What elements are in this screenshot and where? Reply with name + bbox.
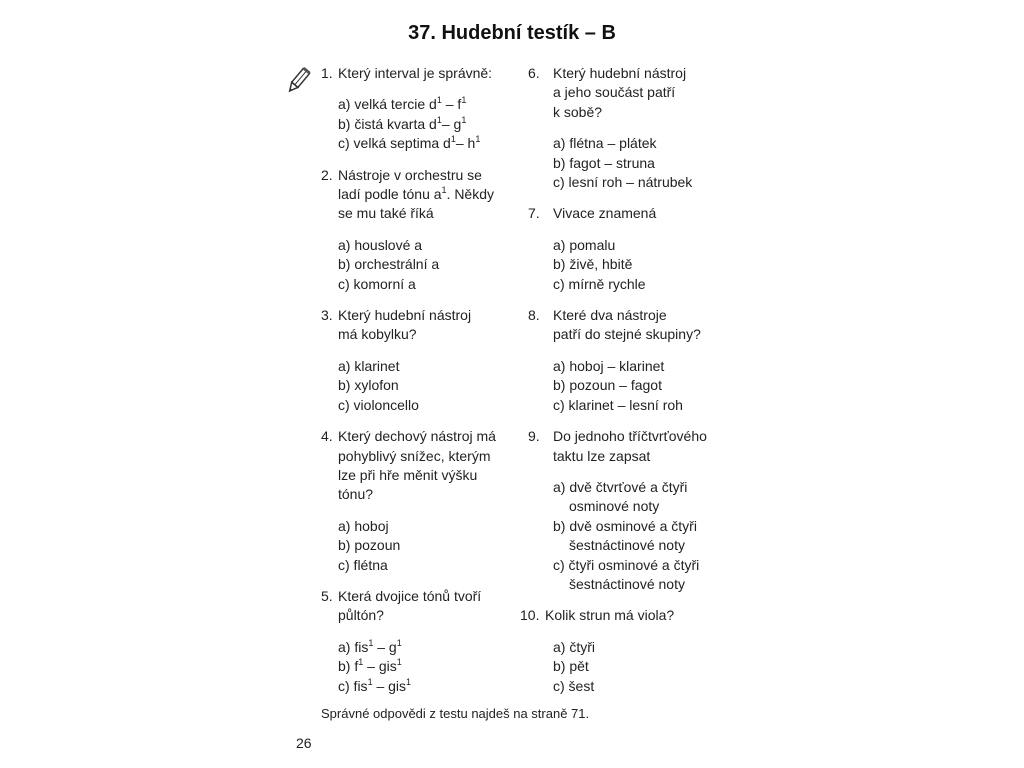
option-3b: b) xylofon <box>338 377 399 394</box>
right-column <box>520 64 748 696</box>
answers-note: Správné odpovědi z testu najdeš na straně 71. <box>321 706 590 721</box>
option-9c: c) čtyři osminové a čtyři <box>553 556 700 573</box>
page-number: 26 <box>296 735 312 751</box>
option-2a: a) houslové a <box>338 236 423 253</box>
option-9b: b) dvě osminové a čtyři <box>553 517 697 534</box>
option-10a: a) čtyři <box>553 638 595 655</box>
question-3: 3. Který hudební nástroj má kobylku? a) klarinet b) xylofon c) violoncello <box>321 306 531 415</box>
question-2: 2. Nástroje v orchestru se ladí podle tónu $a^1$. Někdy se mu také říká a) houslové a b) orchestrální a c) komorní a <box>321 166 531 294</box>
option-3c: c) violoncello <box>338 396 419 413</box>
option-4c: c) flétna <box>338 556 388 573</box>
option-8b: b) pozoun – fagot <box>553 377 662 394</box>
page-title: 37. Hudební testík – B <box>408 22 616 44</box>
option-5a: a) $fis^1 - g^1$ <box>338 637 402 655</box>
question-6: 6. Který hudební nástroj a jeho součást patří k sobě? a) flétna – plátek b) fagot – struna c) lesní roh – nátrubek <box>528 64 748 192</box>
option-1a: a) velká tercie $d^1 - f^1$ <box>338 95 467 113</box>
option-6c: c) lesní roh – nátrubek <box>553 174 693 191</box>
option-9a: a) dvě čtvrťové a čtyři <box>553 478 688 495</box>
option-7a: a) pomalu <box>553 236 616 253</box>
option-7c: c) mírně rychle <box>553 275 646 292</box>
option-5c: c) fis$^1$ – gis$^1$ <box>338 676 412 694</box>
option-1c: c) velká septima $d^1-$ $h^1$ <box>338 134 481 152</box>
option-4a: a) hoboj <box>338 517 389 534</box>
question-5: 5. Která dvojice tónů tvoří půltón? a) $fis^1 - g^1$ b) $f^1 - gis^1$ c) fis$^1$ – gis$^1$ <box>321 587 531 696</box>
question-9: 9. Do jednoho tříčtvrťového taktu lze zapsat a) dvě čtvrťové a čtyři osminové noty b) dvě osminové a čtyři šestnáctinové noty c) čtyři osminové a čtyři šestnáctinové noty <box>528 427 748 594</box>
question-7: 7. Vivace znamená a) pomalu b) živě, hbitě c) mírně rychle <box>528 204 748 294</box>
question-8: 8. Které dva nástroje patří do stejné skupiny? a) hoboj – klarinet b) pozoun – fagot c) klarinet – lesní roh <box>528 306 748 415</box>
left-column <box>321 64 531 696</box>
question-4: 4. Který dechový nástroj má pohyblivý snížec, kterým lze při hře měnit výšku tónu? a) hoboj b) pozoun c) flétna <box>321 427 531 575</box>
option-5b: b) $f^1 - gis^1$ <box>338 657 402 675</box>
option-2c: c) komorní a <box>338 275 416 292</box>
option-10c: c) šest <box>553 677 595 694</box>
option-8a: a) hoboj – klarinet <box>553 357 665 374</box>
question-1: 1. Který interval je správně: a) velká tercie $d^1 - f^1$ b) čistá kvarta $d^1-$ $g^1$ c) velká septima $d^1-$ $h^1$ <box>321 64 531 154</box>
option-1b: b) čistá kvarta $d^1-$ $g^1$ <box>338 114 467 132</box>
option-6b: b) fagot – struna <box>553 154 655 171</box>
option-2b: b) orchestrální a <box>338 256 440 273</box>
option-4b: b) pozoun <box>338 537 401 554</box>
option-8c: c) klarinet – lesní roh <box>553 396 683 413</box>
option-3a: a) klarinet <box>338 357 400 374</box>
option-10b: b) pět <box>553 658 589 675</box>
option-7b: b) živě, hbitě <box>553 256 633 273</box>
question-10: 10. Kolik strun má viola? a) čtyři b) pět c) šest <box>528 606 748 696</box>
pencil-icon <box>283 66 313 96</box>
option-6a: a) flétna – plátek <box>553 135 657 152</box>
